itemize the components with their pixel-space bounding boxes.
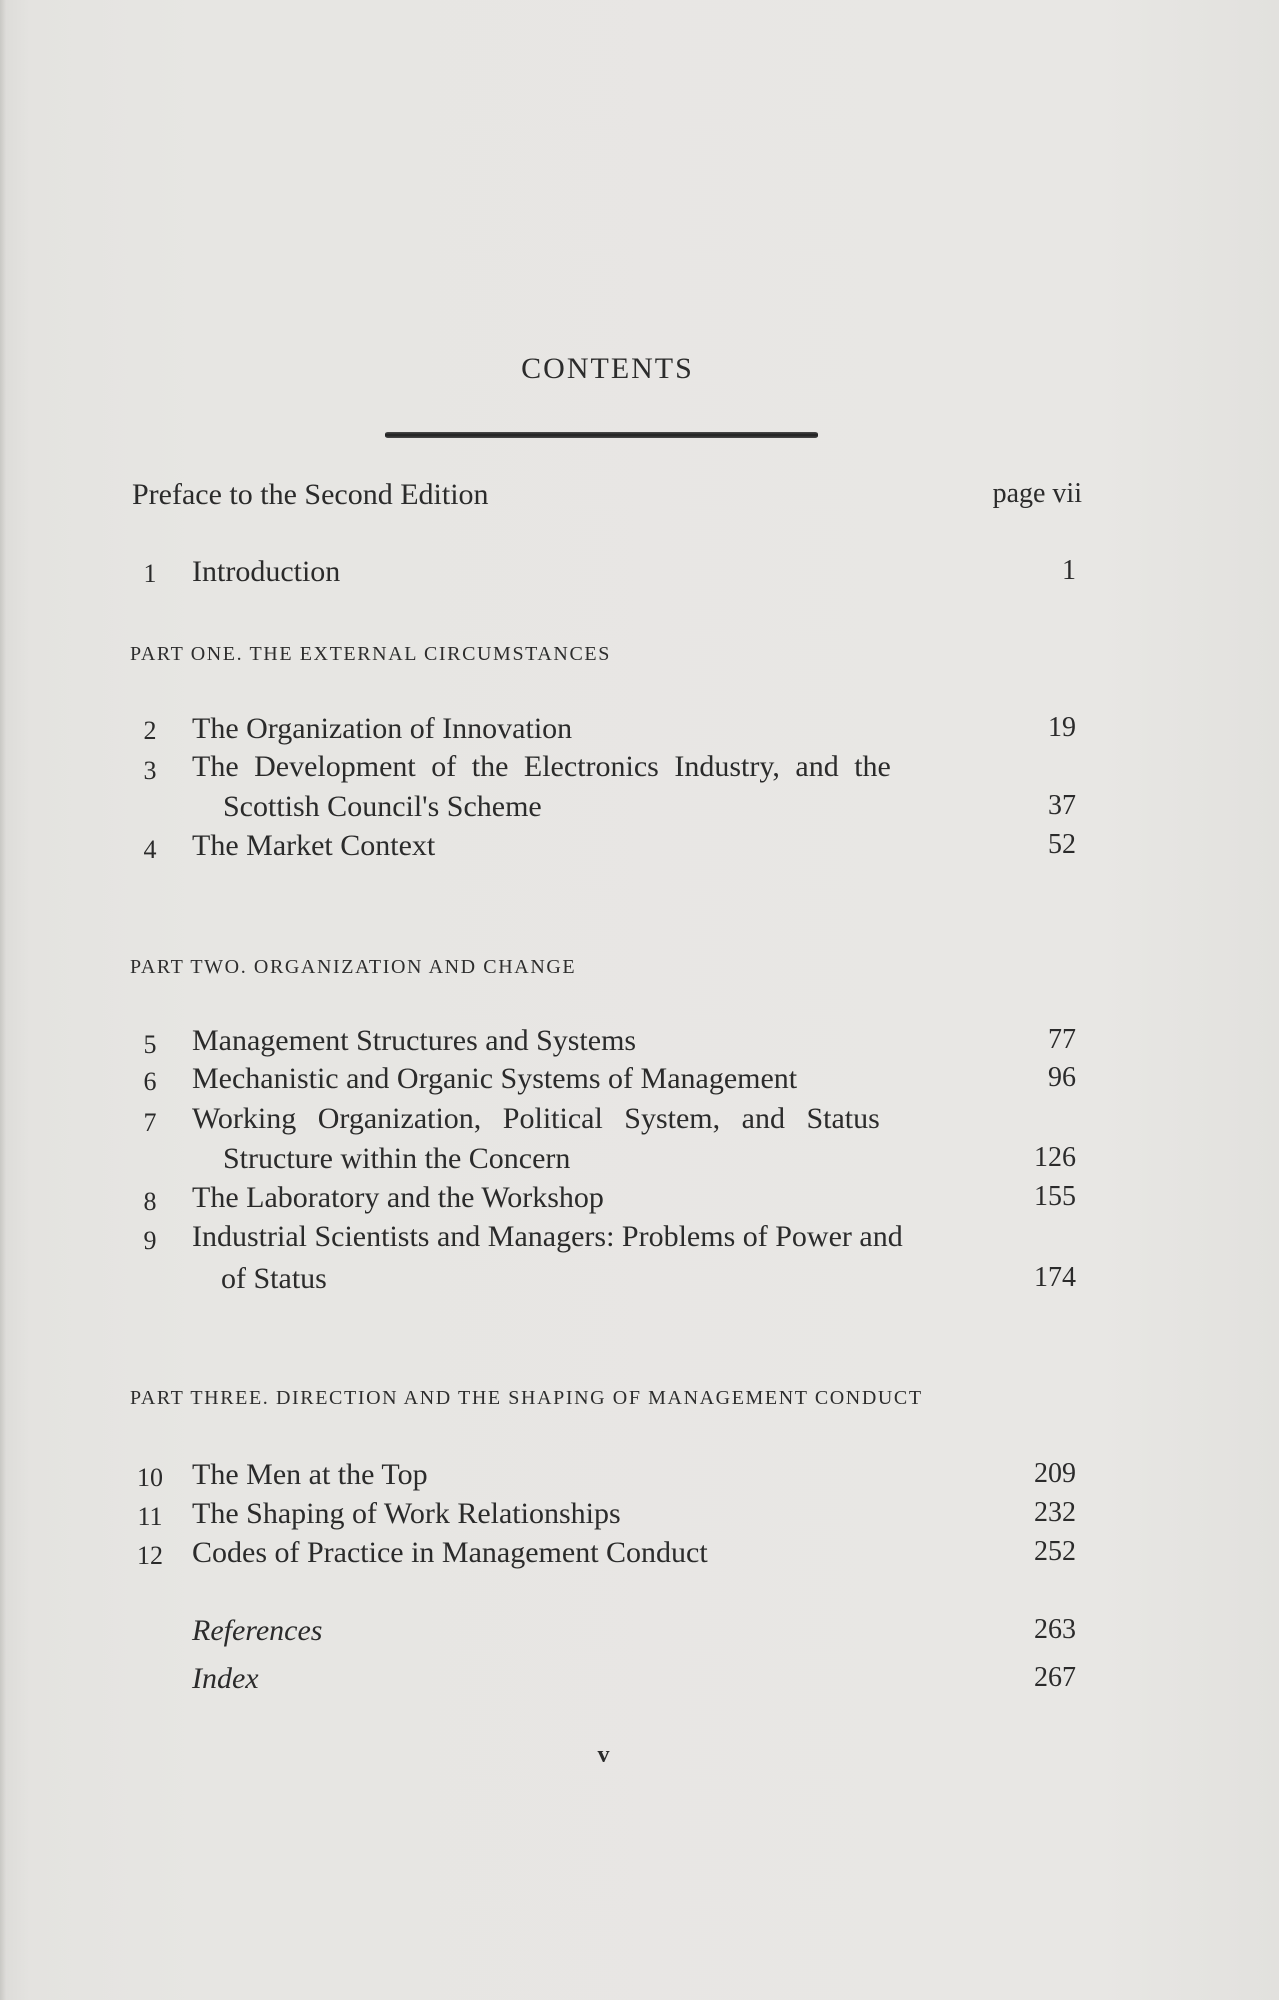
toc-entry-page: 37 (1048, 790, 1076, 821)
toc-entry-page: 252 (1034, 1536, 1076, 1567)
toc-entry-page: 126 (1034, 1142, 1076, 1173)
page-title: CONTENTS (521, 352, 694, 385)
toc-entry-label-line2: of Status (221, 1262, 327, 1295)
toc-entry-label: Mechanistic and Organic Systems of Management (192, 1062, 798, 1095)
toc-entry-label: Codes of Practice in Management Conduct (192, 1536, 708, 1569)
toc-entry-label-line1: The Development of the Electronics Industry, and the (192, 750, 891, 783)
toc-entry-number: 2 (143, 716, 157, 745)
toc-entry-number: 7 (143, 1108, 157, 1137)
toc-entry-page: 263 (1034, 1614, 1076, 1645)
toc-entry-number: 11 (137, 1502, 163, 1531)
toc-entry-label: The Organization of Innovation (192, 712, 573, 745)
toc-entry-label: Index (192, 1662, 259, 1695)
toc-entry-number: 12 (137, 1541, 163, 1570)
toc-entry-label: References (192, 1614, 323, 1647)
page-edge-shadow (0, 0, 6, 2000)
toc-entry-number: 1 (143, 559, 157, 588)
part-one-heading: PART ONE. THE EXTERNAL CIRCUMSTANCES (130, 643, 611, 665)
toc-entry-label: The Shaping of Work Relationships (192, 1497, 621, 1530)
toc-entry-page: 19 (1048, 712, 1076, 743)
toc-entry-page: 77 (1048, 1024, 1076, 1055)
toc-entry-number: 9 (143, 1226, 157, 1255)
toc-entry-page: 52 (1048, 829, 1076, 860)
toc-entry-label-line1: Industrial Scientists and Managers: Problems of Power and (192, 1220, 903, 1253)
toc-entry-page: page vii (992, 478, 1082, 509)
toc-entry-label: The Market Context (192, 829, 436, 862)
toc-entry-page: 96 (1048, 1062, 1076, 1093)
toc-entry-number: 5 (143, 1030, 157, 1059)
toc-entry-label: Introduction (192, 555, 341, 588)
toc-entry-page: 174 (1034, 1262, 1076, 1293)
toc-entry-number: 6 (143, 1067, 157, 1096)
toc-entry-label: Management Structures and Systems (192, 1024, 637, 1057)
toc-entry-label: The Men at the Top (192, 1458, 428, 1491)
toc-entry-page: 209 (1034, 1458, 1076, 1489)
toc-entry-label-line2: Scottish Council's Scheme (223, 790, 542, 823)
toc-entry-page: 1 (1062, 555, 1076, 586)
part-three-heading: PART THREE. DIRECTION AND THE SHAPING OF MANAGEMENT CONDUCT (130, 1387, 923, 1409)
toc-entry-number: 10 (137, 1463, 163, 1492)
toc-entry-page: 155 (1034, 1181, 1076, 1212)
toc-entry-label-line1: Working Organization, Political System, and Status (192, 1102, 880, 1135)
toc-entry-number: 8 (143, 1187, 157, 1216)
toc-entry-number: 3 (143, 756, 157, 785)
toc-entry-number: 4 (143, 835, 157, 864)
toc-entry-page: 267 (1034, 1662, 1076, 1693)
toc-entry-label: The Laboratory and the Workshop (192, 1181, 604, 1214)
toc-entry-label-line2: Structure within the Concern (223, 1142, 571, 1175)
toc-entry-label: Preface to the Second Edition (132, 478, 489, 511)
part-two-heading: PART TWO. ORGANIZATION AND CHANGE (130, 956, 577, 978)
page-folio: v (597, 1742, 610, 1768)
title-rule (385, 432, 818, 438)
toc-entry-page: 232 (1034, 1497, 1076, 1528)
